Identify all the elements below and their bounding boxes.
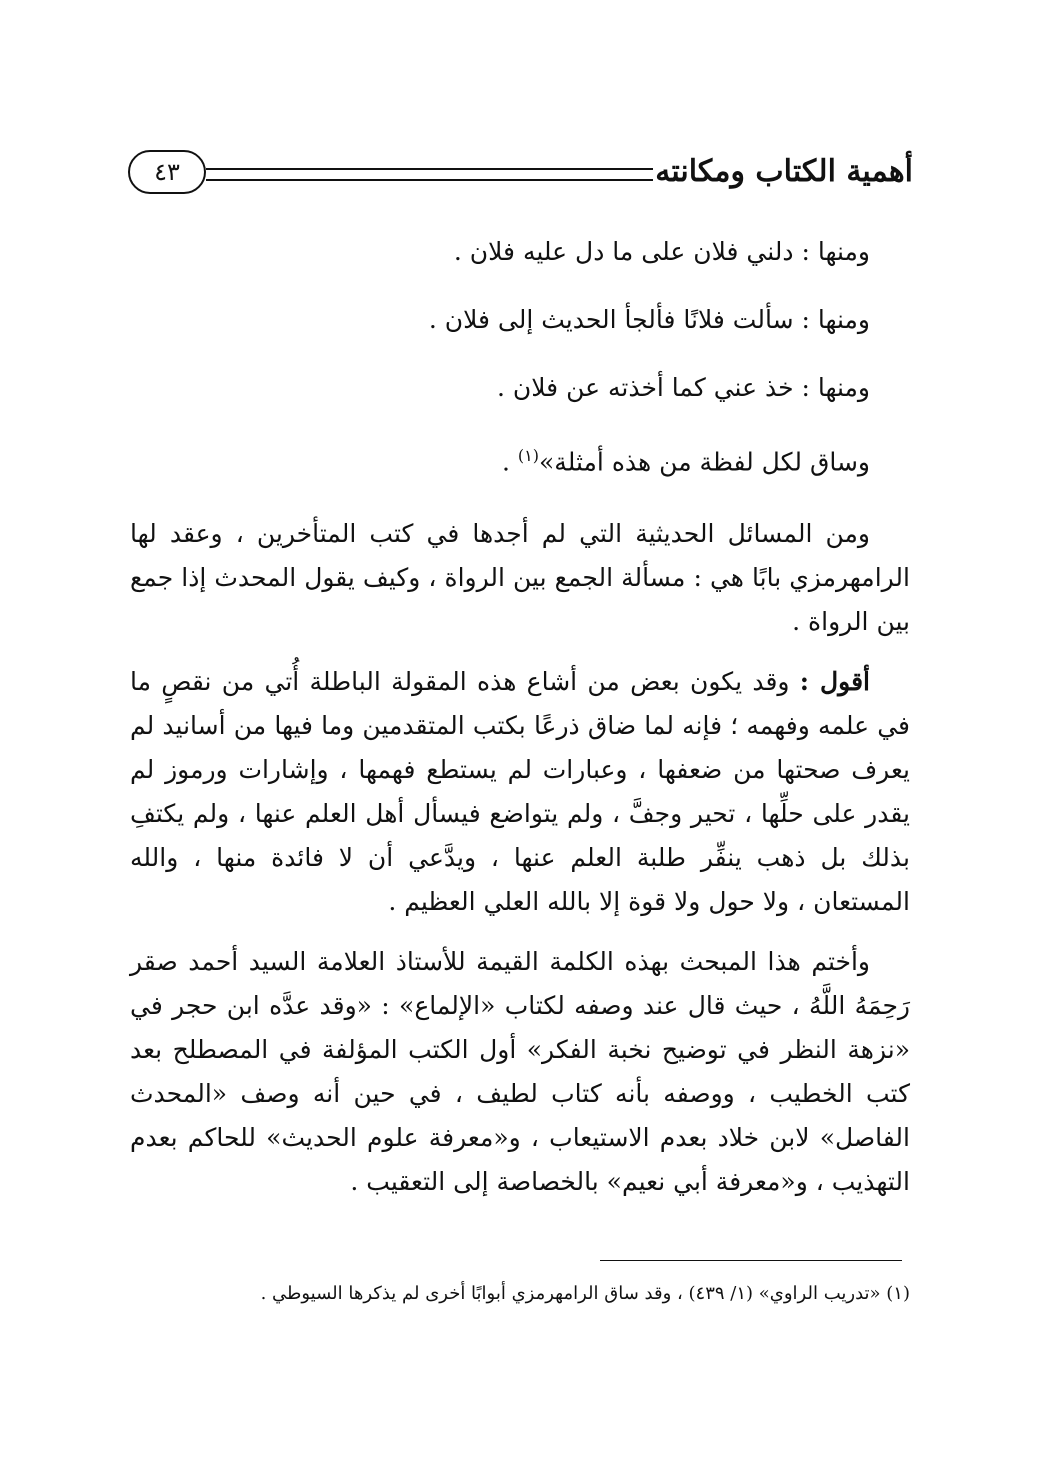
list-line: ومنها : خذ عني كما أخذته عن فلان . [497, 373, 870, 402]
page-number: ٤٣ [128, 150, 206, 194]
paragraph: وأختم هذا المبحث بهذه الكلمة القيمة للأستاذ العلامة السيد أحمد صقر رَحِمَهُ اللَّهُ ، حيث قال عند وصفه لكتاب «الإلماع» : «وقد عدَّه ابن حجر في «نزهة النظر في توضيح نخبة الفكر» أول الكتب المؤلفة في المصطلح بعد كتب الخطيب ، ووصفه بأنه كتاب لطيف ، في حين أنه وصف «المحدث الفاصل» لابن خلاد بعدم الاستيعاب ، و«معرفة علوم الحديث» للحاكم بعدم التهذيب ، و«معرفة أبي نعيم» بالخصاصة إلى التعقيب . [130, 947, 910, 1197]
footnote: (١) «تدريب الراوي» (١/ ٤٣٩) ، وقد ساق الرامهرمزي أبوابًا أخرى لم يذكرها السيوطي . [260, 1283, 910, 1304]
list-line: ومنها : دلني فلان على ما دل عليه فلان . [453, 237, 870, 266]
list-line-end: . [502, 447, 518, 477]
paragraph-text: وقد يكون بعض من أشاع هذه المقولة الباطلة أُتي من نقصٍ ما في علمه وفهمه ؛ فإنه لما ضاق ذرعًا بكتب المتقدمين وما فيها من أسانيد لم يعرف صحتها من ضعفها ، وعبارات لم يستطع فهمها ، وإشارات ورموز لم يقدر على حلِّها ، تحير وجفَّ ، ولم يتواضع فيسأل أهل العلم عنها ، ولم يكتفِ بذلك بل ذهب ينفِّر طلبة العلم عنها ، ويدَّعي أن لا فائدة منها ، والله المستعان ، ولا حول ولا قوة إلا بالله العلي العظيم . [130, 667, 910, 917]
paragraph [130, 660, 910, 924]
header-title: أهمية الكتاب ومكانته [655, 154, 913, 189]
paragraph: ومن المسائل الحديثية التي لم أجدها في كتب المتأخرين ، وعقد لها الرامهرمزي بابًا هي : مسألة الجمع بين الرواة ، وكيف يقول المحدث إذا جمع بين الرواة . [130, 519, 910, 637]
header-double-rule [206, 168, 653, 181]
running-header [128, 150, 913, 200]
footnote-separator [600, 1260, 902, 1261]
body-text [130, 218, 910, 1204]
list-line-with-footnote [130, 422, 910, 496]
paragraph-lead: أقول : [799, 667, 870, 697]
footnote-ref: (١) [517, 446, 540, 465]
list-line-text: وساق لكل لفظة من هذه أمثلة» [539, 447, 870, 477]
list-line: ومنها : سألت فلانًا فألجأ الحديث إلى فلان . [428, 305, 870, 334]
